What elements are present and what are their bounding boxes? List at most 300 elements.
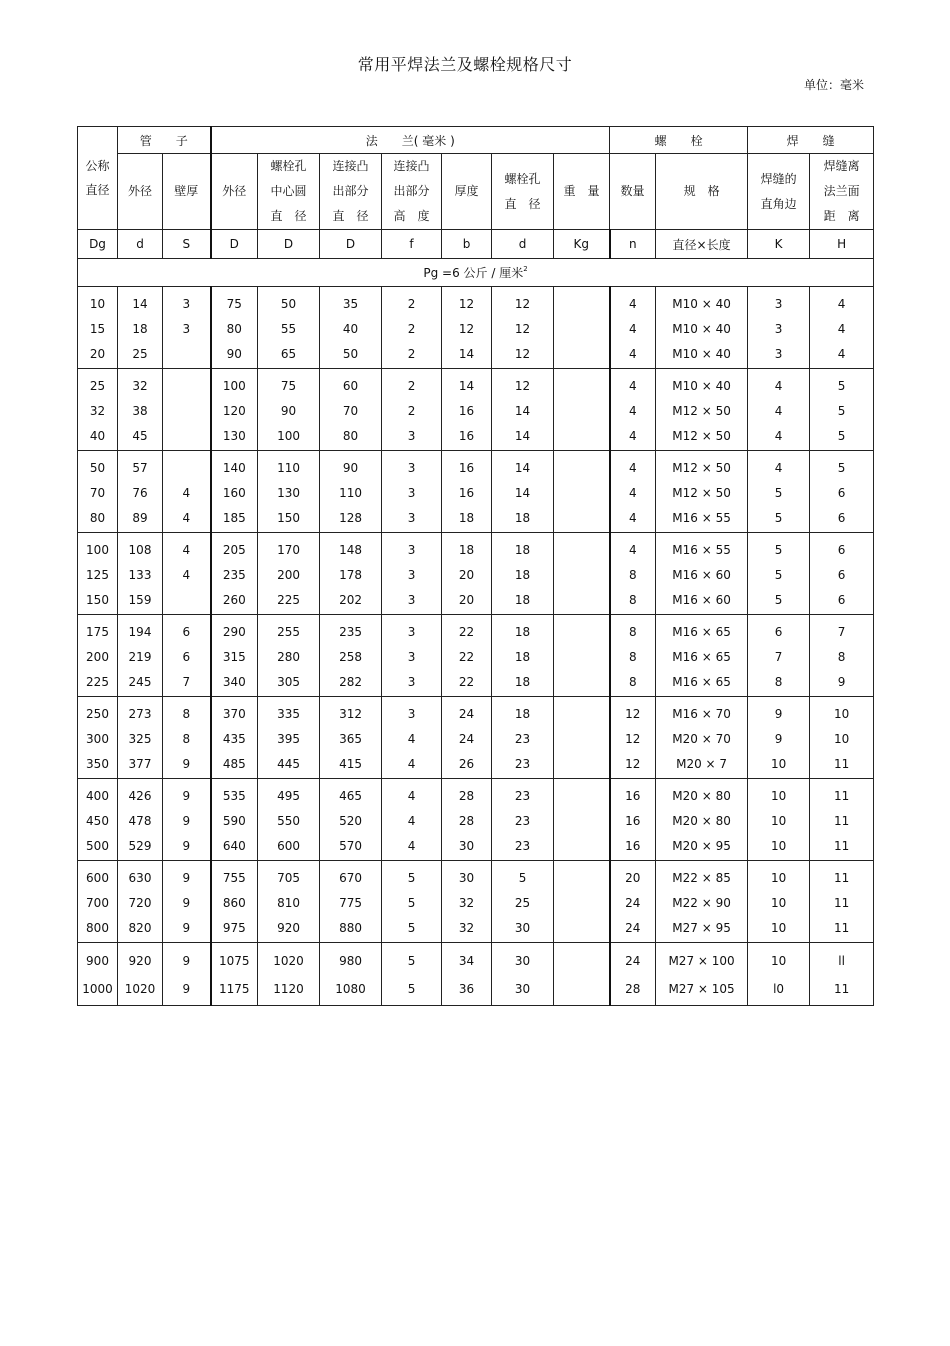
header-weld-distance: 焊缝离 法兰面 距 离	[810, 154, 874, 230]
symbol-cell: H	[810, 230, 874, 259]
table-cell	[554, 697, 610, 727]
table-row	[78, 533, 874, 563]
table-cell: 8	[610, 587, 656, 615]
header-bolt-hole: 螺栓孔 直 径	[492, 154, 554, 230]
pressure-label: Pg =6 公斤 / 厘米$^2$	[78, 259, 874, 287]
table-cell: 8	[610, 669, 656, 697]
table-cell: 350	[78, 751, 118, 779]
table-cell: 8	[610, 615, 656, 645]
table-cell	[554, 644, 610, 669]
table-cell: 23	[492, 751, 554, 779]
table-cell: 16	[610, 779, 656, 809]
table-cell: 5	[748, 533, 810, 563]
table-cell: 495	[258, 779, 320, 809]
table-cell: 25	[118, 341, 163, 369]
table-cell: M12 × 50	[656, 398, 748, 423]
header-group-flange: 法 兰( 毫米 )	[211, 127, 610, 154]
table-cell: 100	[211, 369, 258, 399]
table-cell: 3	[382, 644, 442, 669]
table-cell: 22	[442, 669, 492, 697]
table-cell: 12	[492, 341, 554, 369]
table-cell: 11	[810, 975, 874, 1006]
table-cell: 159	[118, 587, 163, 615]
table-cell: 12	[610, 726, 656, 751]
table-cell	[554, 943, 610, 976]
table-cell: 3	[163, 316, 211, 341]
table-cell: 55	[258, 316, 320, 341]
table-cell: 3	[382, 615, 442, 645]
table-cell: 18	[492, 505, 554, 533]
table-cell: M10 × 40	[656, 341, 748, 369]
table-cell: 10	[748, 808, 810, 833]
table-cell: 11	[810, 915, 874, 943]
table-cell: 60	[320, 369, 382, 399]
table-cell: 2	[382, 341, 442, 369]
table-cell: 40	[78, 423, 118, 451]
table-cell: 30	[492, 915, 554, 943]
table-cell: 3	[382, 669, 442, 697]
table-cell: 3	[382, 697, 442, 727]
table-cell	[163, 369, 211, 399]
table-cell: 32	[442, 890, 492, 915]
table-row	[78, 751, 874, 779]
table-row	[78, 697, 874, 727]
table-cell: 225	[78, 669, 118, 697]
symbol-cell: D	[258, 230, 320, 259]
table-cell: 670	[320, 861, 382, 891]
table-cell: 90	[320, 451, 382, 481]
table-cell: 250	[78, 697, 118, 727]
table-cell: 14	[492, 423, 554, 451]
table-cell: M16 × 70	[656, 697, 748, 727]
table-cell	[554, 587, 610, 615]
table-cell: 5	[748, 587, 810, 615]
table-cell: 28	[610, 975, 656, 1006]
table-cell: 5	[492, 861, 554, 891]
table-cell: 100	[258, 423, 320, 451]
table-cell: 16	[442, 398, 492, 423]
table-cell: 6	[810, 533, 874, 563]
table-cell: 22	[442, 615, 492, 645]
table-cell: 9	[163, 943, 211, 976]
header-pipe-outer: 外径	[118, 154, 163, 230]
table-cell: 4	[382, 726, 442, 751]
table-cell: 5	[382, 915, 442, 943]
table-cell: 24	[610, 943, 656, 976]
table-cell: 880	[320, 915, 382, 943]
table-cell	[554, 398, 610, 423]
table-cell: 108	[118, 533, 163, 563]
table-cell: 89	[118, 505, 163, 533]
table-cell: 9	[163, 779, 211, 809]
table-cell: 980	[320, 943, 382, 976]
header-boss-diameter: 连接凸 出部分 直 径	[320, 154, 382, 230]
table-cell: 3	[382, 562, 442, 587]
symbol-cell: D	[211, 230, 258, 259]
table-cell: 4	[163, 480, 211, 505]
table-cell: M10 × 40	[656, 287, 748, 317]
symbol-cell: 直径×长度	[656, 230, 748, 259]
table-cell: 11	[810, 808, 874, 833]
table-cell: 16	[442, 451, 492, 481]
table-cell: 705	[258, 861, 320, 891]
table-cell: 26	[442, 751, 492, 779]
table-cell: 305	[258, 669, 320, 697]
table-cell: 24	[442, 697, 492, 727]
table-cell: 775	[320, 890, 382, 915]
table-cell	[554, 287, 610, 317]
table-cell: 75	[258, 369, 320, 399]
table-cell: M16 × 60	[656, 562, 748, 587]
table-cell: 130	[258, 480, 320, 505]
table-cell: 30	[442, 861, 492, 891]
table-cell: 7	[748, 644, 810, 669]
header-column-row	[78, 154, 874, 230]
table-cell	[163, 341, 211, 369]
table-row	[78, 287, 874, 317]
table-cell: 18	[492, 562, 554, 587]
table-cell: 9	[163, 890, 211, 915]
table-cell: 4	[610, 369, 656, 399]
table-cell: 12	[492, 369, 554, 399]
flange-spec-table	[77, 126, 874, 1006]
header-symbol-row	[78, 230, 874, 259]
table-cell: 24	[610, 915, 656, 943]
table-cell: 3	[748, 316, 810, 341]
table-cell: 185	[211, 505, 258, 533]
table-cell: 377	[118, 751, 163, 779]
table-cell: 175	[78, 615, 118, 645]
table-cell: 30	[442, 833, 492, 861]
table-cell: 4	[163, 533, 211, 563]
header-bolt-spec: 规 格	[656, 154, 748, 230]
table-cell: 4	[810, 341, 874, 369]
table-cell: 18	[492, 644, 554, 669]
table-cell: 4	[382, 779, 442, 809]
table-cell: 76	[118, 480, 163, 505]
table-cell	[554, 751, 610, 779]
table-cell: M20 × 80	[656, 808, 748, 833]
table-cell: 202	[320, 587, 382, 615]
table-cell: 600	[258, 833, 320, 861]
table-cell: 340	[211, 669, 258, 697]
table-cell: 860	[211, 890, 258, 915]
header-boss-height: 连接凸 出部分 高 度	[382, 154, 442, 230]
table-cell: 12	[610, 697, 656, 727]
table-cell: 6	[163, 644, 211, 669]
table-cell: 12	[610, 751, 656, 779]
table-cell: 9	[163, 975, 211, 1006]
table-cell: 100	[78, 533, 118, 563]
table-cell: 4	[748, 369, 810, 399]
table-cell: M10 × 40	[656, 369, 748, 399]
table-cell	[163, 423, 211, 451]
table-cell: 5	[748, 505, 810, 533]
table-cell: 415	[320, 751, 382, 779]
table-cell: 200	[78, 644, 118, 669]
table-cell: 280	[258, 644, 320, 669]
table-cell: 14	[118, 287, 163, 317]
table-cell: 4	[748, 398, 810, 423]
table-cell: 133	[118, 562, 163, 587]
table-cell: M27 × 105	[656, 975, 748, 1006]
table-cell: 15	[78, 316, 118, 341]
table-cell: M16 × 55	[656, 533, 748, 563]
table-cell: 9	[163, 751, 211, 779]
table-cell: 2	[382, 316, 442, 341]
table-cell: M22 × 90	[656, 890, 748, 915]
header-group-bolt: 螺 栓	[610, 127, 748, 154]
table-row	[78, 562, 874, 587]
table-row	[78, 341, 874, 369]
table-cell: 535	[211, 779, 258, 809]
table-cell: M20 × 95	[656, 833, 748, 861]
table-cell: 5	[382, 890, 442, 915]
table-cell: 365	[320, 726, 382, 751]
table-cell: 465	[320, 779, 382, 809]
table-cell: 18	[492, 587, 554, 615]
table-cell: 170	[258, 533, 320, 563]
table-cell: 2	[382, 287, 442, 317]
table-cell: 4	[810, 316, 874, 341]
table-cell: 315	[211, 644, 258, 669]
table-row	[78, 316, 874, 341]
page-title: 常用平焊法兰及螺栓规格尺寸	[357, 55, 573, 74]
table-cell: 45	[118, 423, 163, 451]
table-cell: 10	[748, 915, 810, 943]
table-cell: M16 × 65	[656, 644, 748, 669]
table-cell	[163, 587, 211, 615]
table-cell: 10	[748, 943, 810, 976]
symbol-cell: n	[610, 230, 656, 259]
table-cell: 225	[258, 587, 320, 615]
unit-label: 单位：毫米	[803, 78, 864, 92]
table-cell: M12 × 50	[656, 480, 748, 505]
symbol-cell: b	[442, 230, 492, 259]
table-cell: 80	[320, 423, 382, 451]
table-cell: 1020	[118, 975, 163, 1006]
table-cell: 4	[382, 833, 442, 861]
table-cell	[554, 779, 610, 809]
table-cell: 9	[748, 697, 810, 727]
table-cell: 18	[442, 505, 492, 533]
table-row	[78, 943, 874, 976]
table-cell: 245	[118, 669, 163, 697]
table-cell: 800	[78, 915, 118, 943]
table-cell: 4	[382, 808, 442, 833]
table-cell: 3	[382, 480, 442, 505]
table-cell	[554, 480, 610, 505]
table-cell: 700	[78, 890, 118, 915]
table-cell: M20 × 70	[656, 726, 748, 751]
table-cell: 5	[810, 451, 874, 481]
table-row	[78, 505, 874, 533]
table-cell: 5	[748, 562, 810, 587]
table-cell	[554, 861, 610, 891]
table-row	[78, 615, 874, 645]
table-row	[78, 587, 874, 615]
table-cell: 4	[163, 562, 211, 587]
table-cell: 300	[78, 726, 118, 751]
table-cell: 5	[810, 369, 874, 399]
header-bolt-qty: 数量	[610, 154, 656, 230]
table-cell: 70	[78, 480, 118, 505]
table-cell: 9	[810, 669, 874, 697]
table-cell: 20	[442, 587, 492, 615]
table-cell: 325	[118, 726, 163, 751]
table-cell: 426	[118, 779, 163, 809]
table-cell: 478	[118, 808, 163, 833]
table-cell: 65	[258, 341, 320, 369]
table-row	[78, 369, 874, 399]
header-bolt-circle: 螺栓孔 中心圆 直 径	[258, 154, 320, 230]
table-row	[78, 861, 874, 891]
table-cell: 370	[211, 697, 258, 727]
table-cell: M27 × 100	[656, 943, 748, 976]
table-cell: 5	[810, 423, 874, 451]
table-cell: 8	[810, 644, 874, 669]
table-row	[78, 890, 874, 915]
table-cell: 290	[211, 615, 258, 645]
table-cell	[163, 451, 211, 481]
header-group-pipe: 管 子	[118, 127, 211, 154]
table-cell: 600	[78, 861, 118, 891]
table-cell: 485	[211, 751, 258, 779]
table-cell: 1080	[320, 975, 382, 1006]
table-cell: 7	[810, 615, 874, 645]
table-cell: 16	[442, 480, 492, 505]
table-cell: 8	[610, 644, 656, 669]
table-cell: 10	[748, 751, 810, 779]
table-cell: 32	[118, 369, 163, 399]
table-cell: 630	[118, 861, 163, 891]
table-cell: 4	[610, 533, 656, 563]
table-cell: 4	[163, 505, 211, 533]
table-cell: 1120	[258, 975, 320, 1006]
table-cell: 10	[78, 287, 118, 317]
table-cell: 23	[492, 808, 554, 833]
table-cell: 3	[382, 533, 442, 563]
table-cell: 258	[320, 644, 382, 669]
table-cell: 9	[163, 915, 211, 943]
header-nominal-diameter: 公称 直径	[78, 127, 118, 230]
table-cell: 12	[492, 316, 554, 341]
table-cell: 75	[211, 287, 258, 317]
table-cell: 500	[78, 833, 118, 861]
table-cell: 11	[810, 751, 874, 779]
table-cell: 11	[810, 779, 874, 809]
table-cell: M20 × 80	[656, 779, 748, 809]
header-flange-outer: 外径	[211, 154, 258, 230]
table-cell: 20	[610, 861, 656, 891]
table-cell: 148	[320, 533, 382, 563]
table-cell	[554, 915, 610, 943]
symbol-cell: d	[492, 230, 554, 259]
table-cell: 194	[118, 615, 163, 645]
table-cell: 10	[810, 697, 874, 727]
table-cell: 4	[610, 505, 656, 533]
symbol-cell: Dg	[78, 230, 118, 259]
table-cell: 235	[320, 615, 382, 645]
table-cell: 435	[211, 726, 258, 751]
table-cell: 920	[258, 915, 320, 943]
header-thickness: 厚度	[442, 154, 492, 230]
table-cell: 10	[748, 890, 810, 915]
table-cell: 3	[748, 287, 810, 317]
table-row	[78, 833, 874, 861]
table-cell	[554, 316, 610, 341]
table-cell: 5	[748, 480, 810, 505]
table-cell: 80	[211, 316, 258, 341]
table-cell: 178	[320, 562, 382, 587]
table-cell: 1175	[211, 975, 258, 1006]
symbol-cell: K	[748, 230, 810, 259]
table-cell: 30	[492, 975, 554, 1006]
table-cell: 38	[118, 398, 163, 423]
table-cell: 23	[492, 833, 554, 861]
table-cell	[554, 615, 610, 645]
table-cell: 18	[118, 316, 163, 341]
table-cell: 10	[748, 861, 810, 891]
table-cell: 1075	[211, 943, 258, 976]
table-cell: 22	[442, 644, 492, 669]
table-cell: 255	[258, 615, 320, 645]
table-cell: 400	[78, 779, 118, 809]
table-row	[78, 669, 874, 697]
table-cell: 14	[442, 341, 492, 369]
table-cell: 260	[211, 587, 258, 615]
table-cell: 11	[810, 861, 874, 891]
header-group-row	[78, 127, 874, 154]
table-cell: 9	[748, 726, 810, 751]
table-cell: 14	[492, 398, 554, 423]
table-cell: 3	[382, 505, 442, 533]
table-cell: 18	[492, 697, 554, 727]
table-cell: 6	[810, 505, 874, 533]
table-cell	[554, 423, 610, 451]
table-row	[78, 975, 874, 1006]
table-row	[78, 726, 874, 751]
table-cell: 8	[163, 697, 211, 727]
table-cell: 18	[492, 533, 554, 563]
table-cell: 5	[382, 943, 442, 976]
table-cell	[554, 890, 610, 915]
table-cell: 4	[748, 451, 810, 481]
symbol-cell: d	[118, 230, 163, 259]
table-cell: 820	[118, 915, 163, 943]
table-cell: 80	[78, 505, 118, 533]
table-cell: 10	[748, 779, 810, 809]
table-cell: 12	[442, 316, 492, 341]
table-cell	[554, 533, 610, 563]
table-cell: 16	[610, 833, 656, 861]
table-row	[78, 915, 874, 943]
table-row	[78, 779, 874, 809]
table-cell: 120	[211, 398, 258, 423]
table-cell: 6	[810, 480, 874, 505]
table-row	[78, 423, 874, 451]
table-cell: 1000	[78, 975, 118, 1006]
table-cell: 395	[258, 726, 320, 751]
table-cell: 755	[211, 861, 258, 891]
symbol-cell: f	[382, 230, 442, 259]
table-cell: 140	[211, 451, 258, 481]
table-cell: 235	[211, 562, 258, 587]
table-row	[78, 451, 874, 481]
table-cell: 529	[118, 833, 163, 861]
table-cell: 975	[211, 915, 258, 943]
table-cell: 130	[211, 423, 258, 451]
